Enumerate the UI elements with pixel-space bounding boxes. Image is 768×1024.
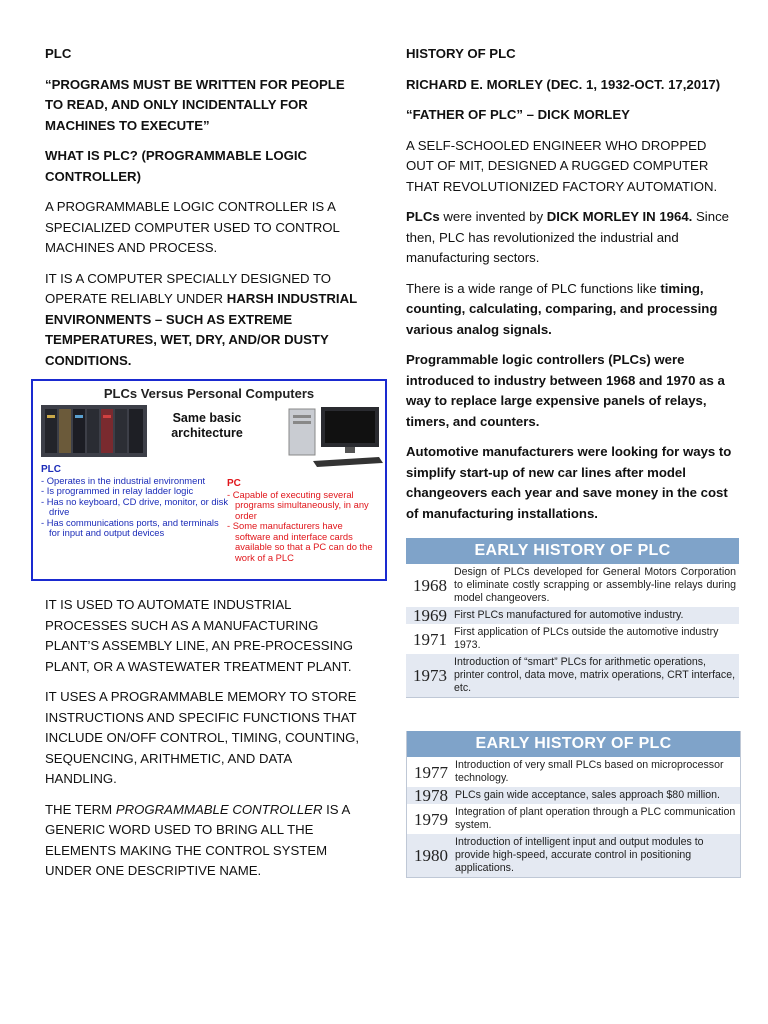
pc-feature-item: - Capable of executing several programs simultaneously, in any order	[227, 488, 369, 521]
plc-feature-item: - Has no keyboard, CD drive, monitor, or disk drive	[41, 495, 229, 517]
pc-feature-item: - Some manufacturers have software and interface cards available so that a PC can do the work of a PLC	[227, 520, 373, 563]
plc-feature-item: - Operates in the industrial environment	[41, 474, 206, 486]
right-column	[406, 44, 736, 534]
year-cell: 1978	[414, 786, 448, 805]
table-header: EARLY HISTORY OF PLC	[406, 538, 739, 564]
year-cell: 1977	[414, 762, 448, 782]
definition-paragraph: A PROGRAMMABLE LOGIC CONTROLLER IS A SPECIALIZED COMPUTER USED TO CONTROL MACHINES AND PROCESS.	[45, 199, 340, 255]
year-cell: 1973	[413, 666, 447, 685]
inv-bold-1: PLCs	[406, 209, 440, 224]
year-cell: 1968	[413, 576, 447, 595]
same-architecture-label: Same basic architecture	[171, 411, 243, 440]
term-text-end: IS A GENERIC WORD USED TO BRING ALL THE ELEMENTS MAKING THE CONTROL SYSTEM UNDER ONE DESCRIPTIVE NAME.	[45, 801, 350, 878]
event-cell: First application of PLCs outside the automotive industry 1973.	[454, 626, 719, 651]
automation-paragraph: IT IS USED TO AUTOMATE INDUSTRIAL PROCESSES SUCH AS A MANUFACTURING PLANT’S ASSEMBLY LINE, AN PRE-PROCESSING PLANT, OR A WASTEWATER TREATMENT PLANT.	[45, 597, 354, 674]
table-row	[407, 804, 740, 834]
table-row	[406, 654, 739, 697]
term-paragraph	[45, 800, 365, 882]
table-row	[406, 607, 739, 624]
early-history-table-2	[406, 731, 741, 878]
inv-text-2: Since then, PLC has revolutionized the industrial and manufacturing sectors.	[406, 209, 729, 265]
table-header: EARLY HISTORY OF PLC	[407, 731, 740, 757]
event-cell: First PLCs manufactured for automotive industry.	[454, 609, 684, 621]
functions-text: There is a wide range of PLC functions like	[406, 280, 661, 296]
functions-bold: timing, counting, calculating, comparing, and processing various analog signals.	[406, 280, 718, 337]
term-italic: PROGRAMMABLE CONTROLLER	[115, 801, 323, 817]
figure-title: PLCs Versus Personal Computers	[103, 386, 315, 401]
what-is-plc-heading: WHAT IS PLC? (PROGRAMMABLE LOGIC CONTROLLER)	[45, 148, 308, 184]
event-cell: PLCs gain wide acceptance, sales approach $80 million.	[455, 789, 720, 801]
early-history-table-1	[406, 538, 739, 698]
plc-features-heading: PLC	[41, 464, 61, 475]
event-cell: Design of PLCs developed for General Motors Corporation to eliminate costly scrapping or assembly-line relays during model changeovers.	[454, 566, 736, 604]
table-row	[407, 757, 740, 787]
plc-heading: PLC	[45, 46, 72, 61]
history-heading: HISTORY OF PLC	[406, 46, 516, 61]
table-row	[406, 624, 739, 654]
harsh-text: IT IS A COMPUTER SPECIALLY DESIGNED TO OPERATE RELIABLY UNDER	[45, 270, 332, 306]
table-row	[406, 564, 739, 607]
plc-feature-item: - Has communications ports, and terminals for input and output devices	[41, 516, 219, 538]
harsh-environment-paragraph	[45, 269, 365, 372]
father-of-plc: “FATHER OF PLC” – DICK MORLEY	[406, 107, 630, 122]
plc-rack-image	[39, 403, 149, 459]
event-cell: Introduction of intelligent input and output modules to provide high-speed, accurate control in positioning applications.	[455, 836, 704, 874]
table-row	[407, 834, 740, 877]
inv-bold-2: DICK MORLEY IN 1964.	[546, 209, 693, 224]
table-row	[407, 787, 740, 804]
plc-features	[41, 465, 231, 539]
pc-features	[227, 479, 373, 563]
pc-features-heading: PC	[227, 478, 241, 489]
year-cell: 1969	[413, 606, 447, 625]
self-schooled-paragraph: A SELF-SCHOOLED ENGINEER WHO DROPPED OUT OF MIT, DESIGNED A RUGGED COMPUTER THAT REVOLUTIONIZED FACTORY AUTOMATION.	[406, 137, 718, 194]
plc-feature-item: - Is programmed in relay ladder logic	[41, 485, 194, 496]
inv-text-1: were invented by	[439, 209, 547, 224]
event-cell: Introduction of “smart” PLCs for arithmetic operations, printer control, data move, matrix operations, CRT interface, etc.	[454, 656, 736, 694]
invention-paragraph	[406, 207, 736, 269]
harsh-bold-text: HARSH INDUSTRIAL ENVIRONMENTS – SUCH AS EXTREME TEMPERATURES, WET, DRY, AND/OR DUSTY CONDITIONS.	[45, 291, 357, 368]
event-cell: Introduction of very small PLCs based on microprocessor technology.	[455, 759, 724, 784]
left-column	[41, 44, 373, 892]
plc-vs-pc-figure	[31, 379, 387, 581]
year-cell: 1980	[414, 846, 448, 865]
introduced-paragraph: Programmable logic controllers (PLCs) were introduced to industry between 1968 and 1970 as a way to replace large expensive panels of relays, timers, and counters.	[406, 352, 725, 429]
event-cell: Integration of plant operation through a PLC communication system.	[455, 806, 736, 831]
term-text-start: THE TERM	[45, 801, 116, 817]
personal-computer-image	[287, 403, 383, 467]
functions-paragraph	[406, 279, 736, 341]
quote: “PROGRAMS MUST BE WRITTEN FOR PEOPLE TO READ, AND ONLY INCIDENTALLY FOR MACHINES TO EXECUTE”	[45, 76, 345, 133]
morley-dates: RICHARD E. MORLEY (DEC. 1, 1932-OCT. 17,2017)	[406, 76, 721, 92]
automotive-paragraph: Automotive manufacturers were looking for ways to simplify start-up of new car lines after model changeovers each year and save money in the cost of manufacturing installations.	[406, 444, 732, 521]
year-cell: 1971	[413, 629, 447, 649]
memory-paragraph: IT USES A PROGRAMMABLE MEMORY TO STORE INSTRUCTIONS AND SPECIFIC FUNCTIONS THAT INCLUDE ON/OFF CONTROL, TIMING, COUNTING, SEQUENCING, ARITHMETIC, AND DATA HANDLING.	[45, 689, 360, 786]
year-cell: 1979	[414, 809, 448, 829]
